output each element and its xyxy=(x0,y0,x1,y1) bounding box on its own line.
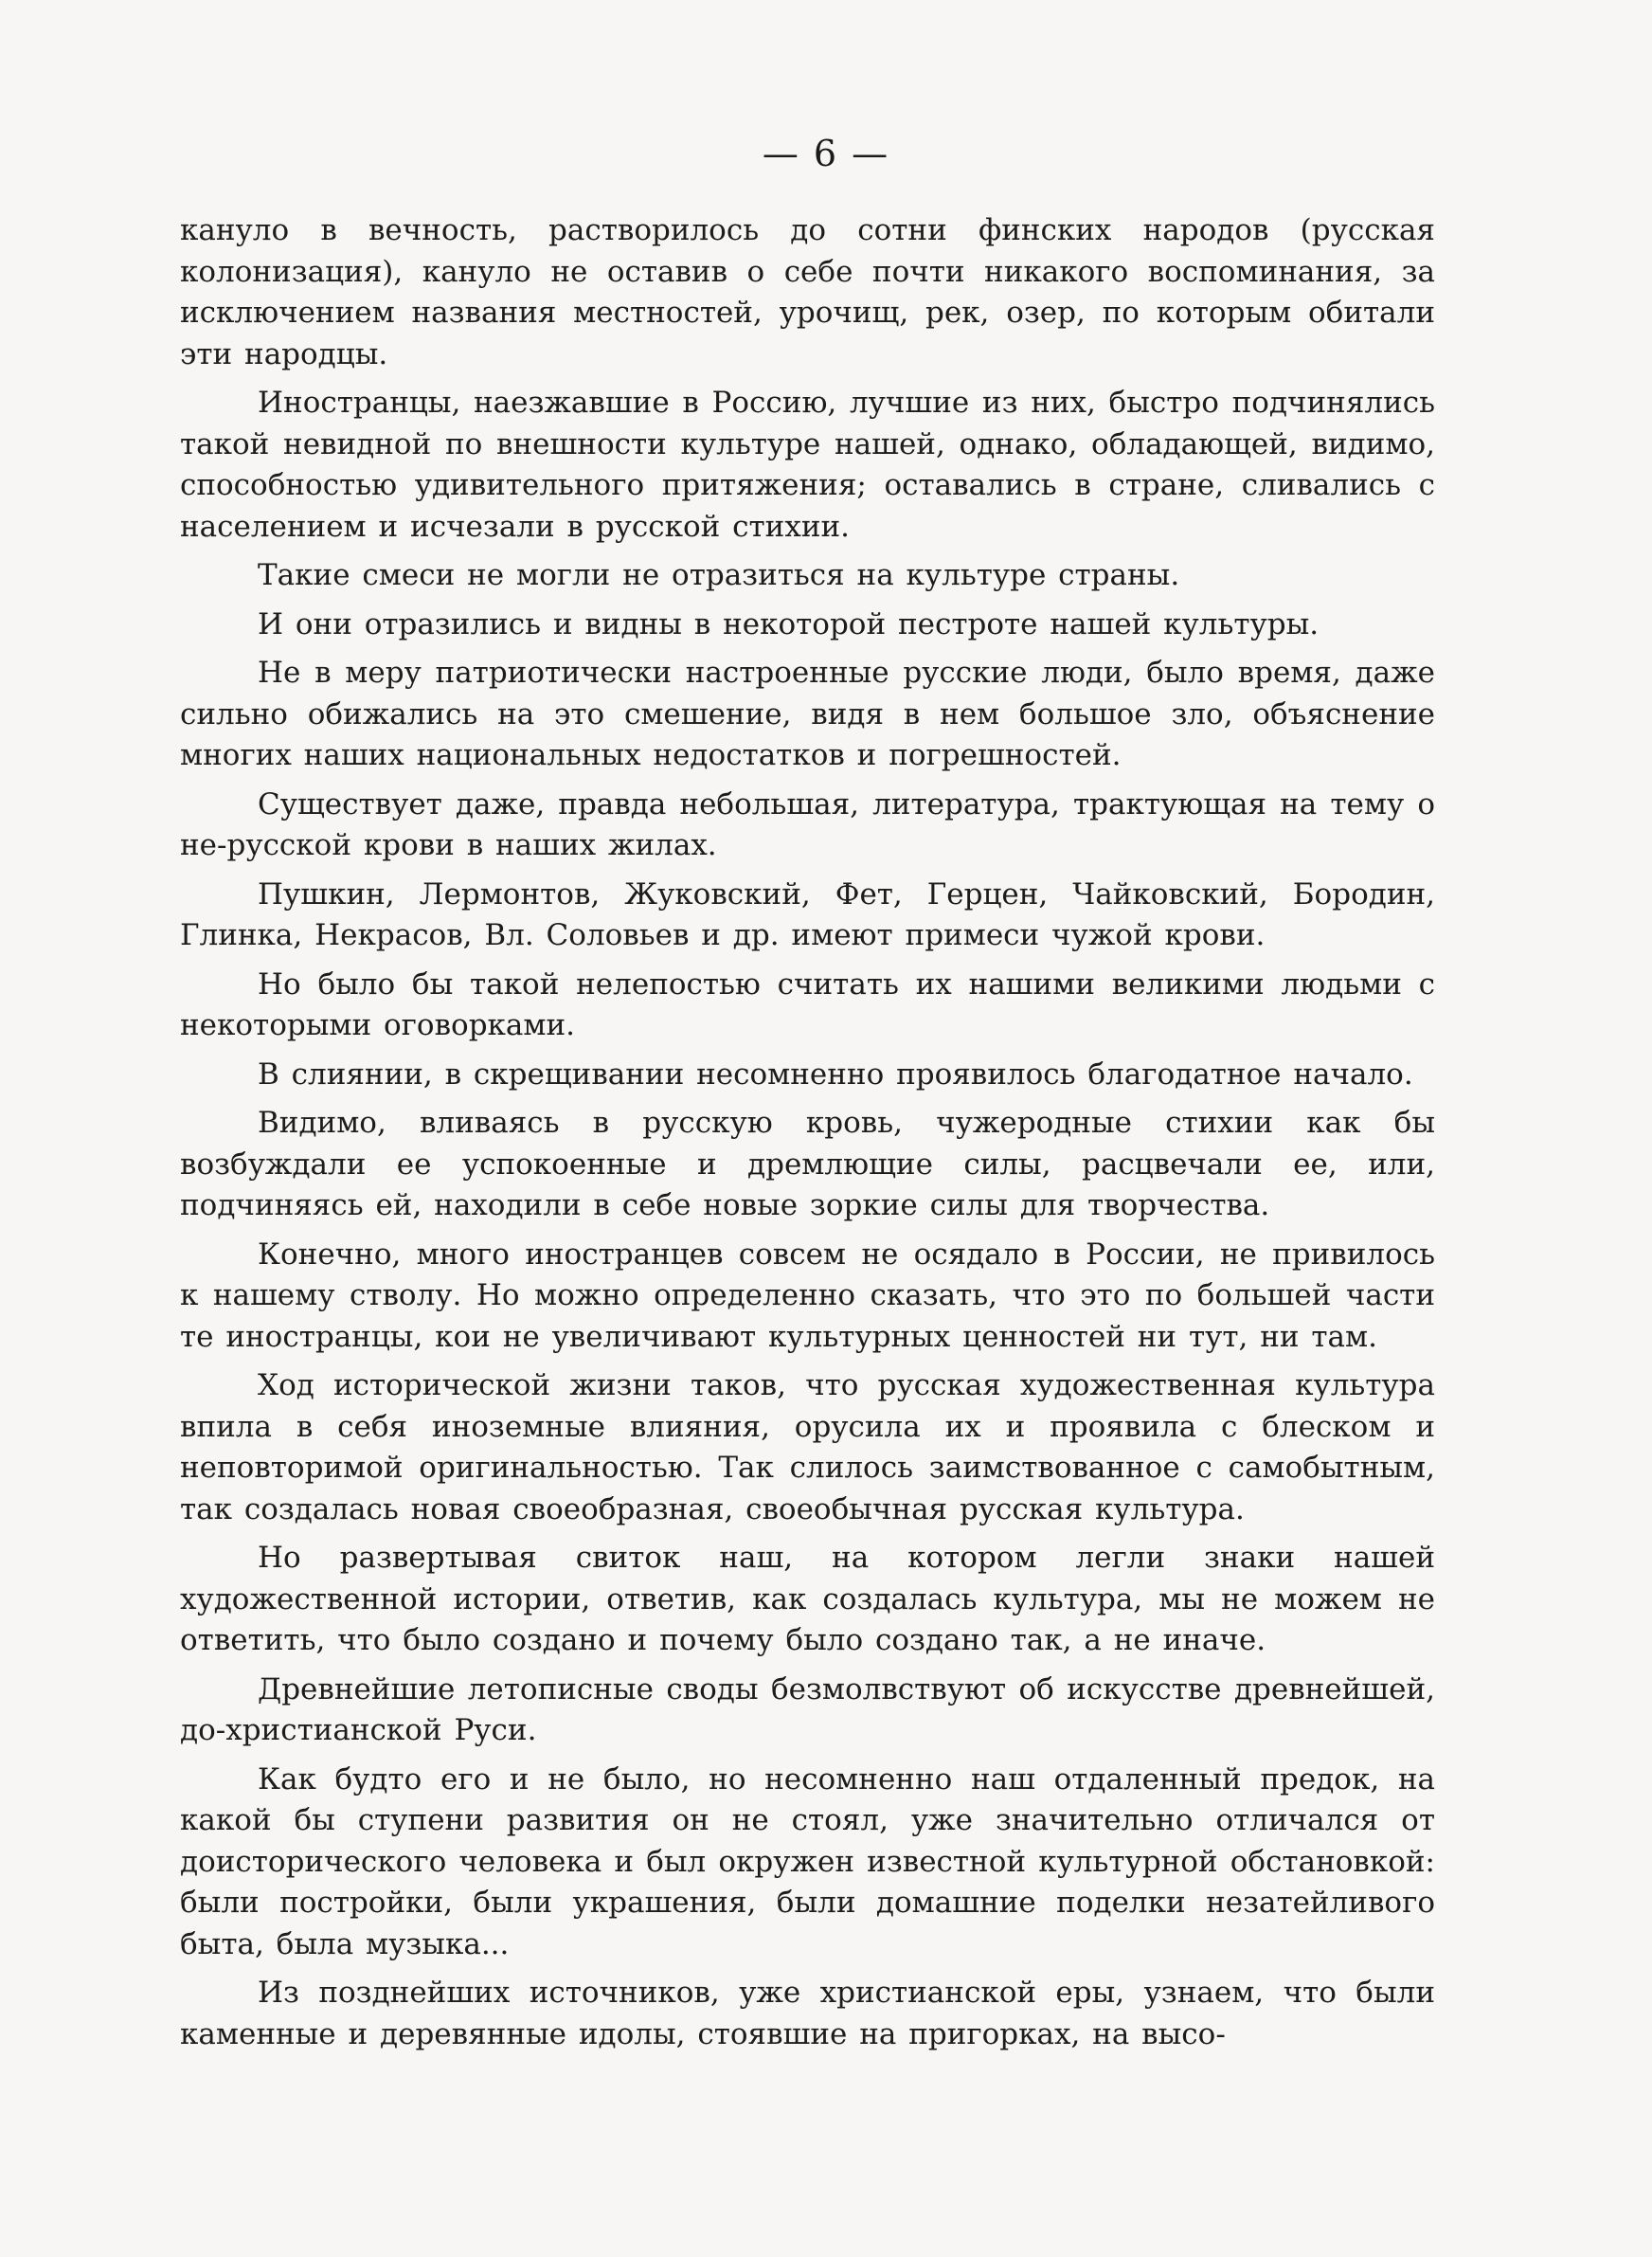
paragraph: кануло в вечность, растворилось до сотни финских народов (русская колонизация), кануло не оставив о себе почти никакого воспоминания, за исключением названия местностей, урочищ, рек, озер, по которым обитали эти народцы. xyxy=(180,213,1435,371)
paragraph: Такие смеси не могли не отразиться на культуре страны. xyxy=(258,558,1180,592)
page-number: — 6 — xyxy=(762,133,890,174)
paragraph: Конечно, много иностранцев совсем не осядало в России, не привилось к нашему стволу. Но можно определенно сказать, что это по большей части те иностранцы, кои не увеличивают культурных ценностей ни тут, ни там. xyxy=(180,1237,1435,1354)
paragraph: И они отразились и видны в некоторой пестроте нашей культуры. xyxy=(258,606,1320,641)
paragraph: В слиянии, в скрещивании несомненно проявилось благодатное начало. xyxy=(258,1056,1413,1092)
paragraph: Иностранцы, наезжавшие в Россию, лучшие из них, быстро подчинялись такой невидной по внешности культуре нашей, однако, обладающей, видимо, способностью удивительного притяжения; оставались в стране, сливались с населением и исчезали в русской стихии. xyxy=(180,386,1435,544)
paragraph: Но развертывая свиток наш, на котором легли знаки нашей художественной истории, ответив, как создалась культура, мы не можем не ответить, что было создано и почему было создано так, а не иначе. xyxy=(180,1541,1435,1657)
paragraph: Как будто его и не было, но несомненно наш отдаленный предок, на какой бы ступени развития он не стоял, уже значительно отличался от доисторического человека и был окружен известной культурной обстановкой: были постройки, были украшения, были домашние поделки незатейливого быта, была музыка... xyxy=(180,1761,1435,1961)
paragraph: Существует даже, правда небольшая, литература, трактующая на тему о не-русской крови в наших жилах. xyxy=(180,786,1435,862)
paragraph: Пушкин, Лермонтов, Жуковский, Фет, Герцен, Чайковский, Бородин, Глинка, Некрасов, Вл. Соловьев и др. имеют примеси чужой крови. xyxy=(180,876,1435,952)
paragraph: Из позднейших источников, уже христианской еры, узнаем, что были каменные и деревянные идолы, стоявшие на пригорках, на высо- xyxy=(180,1976,1435,2051)
paragraph: Видимо, вливаясь в русскую кровь, чужеродные стихии как бы возбуждали ее успокоенные и дремлющие силы, расцвечали ее, или, подчиняясь ей, находили в себе новые зоркие силы для творчества. xyxy=(180,1106,1435,1222)
paragraph: Но было бы такой нелепостью считать их нашими великими людьми с некоторыми оговорками. xyxy=(180,966,1435,1042)
paragraph: Древнейшие летописные своды безмолвствуют об искусстве древнейшей, до-христианской Руси. xyxy=(180,1671,1435,1747)
paragraph: Ход исторической жизни таков, что русская художественная культура впила в себя иноземные влияния, орусила их и проявила с блеском и неповторимой оригинальностью. Так слилось заимствованное с самобытным, так создалась новая своеобразная, своеобычная русская культура. xyxy=(180,1368,1435,1526)
paragraph: Не в меру патриотически настроенные русские люди, было время, даже сильно обижались на это смешение, видя в нем большое зло, объяснение многих наших национальных недостатков и погрешностей. xyxy=(180,656,1435,772)
body-text xyxy=(180,210,1435,2055)
